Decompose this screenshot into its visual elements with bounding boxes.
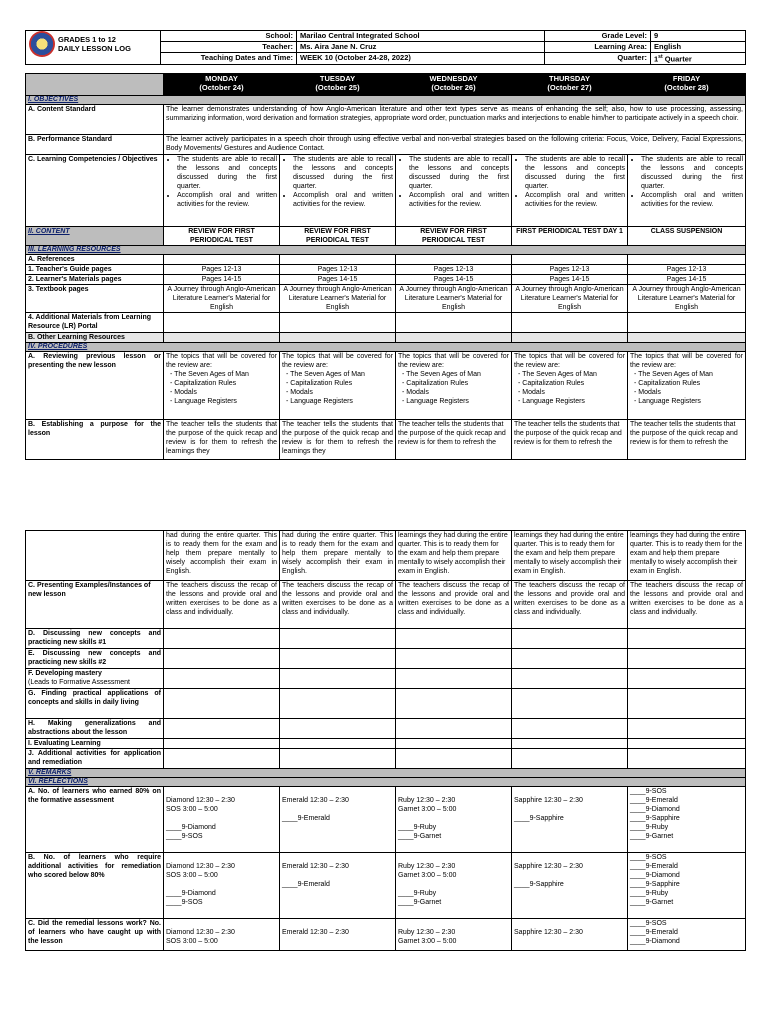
reflection-a-wednesday: Ruby 12:30 – 2:30 Garnet 3:00 – 5:00 ____9-Ruby ____9-Garnet: [396, 787, 512, 853]
header-table: [25, 30, 746, 65]
content-thursday: FIRST PERIODICAL TEST DAY 1: [512, 226, 628, 245]
teachers-guide-label: 1. Teacher's Guide pages: [26, 264, 164, 274]
additional-activities-label: J. Additional activities for application and remediation: [26, 749, 164, 769]
purpose-label: B. Establishing a purpose for the lesson: [26, 419, 164, 459]
reviewing-wednesday: The topics that will be covered for the review are: - The Seven Ages of Man - Capitalization Rules - Modals - Language Registers: [396, 351, 512, 419]
day-header-tuesday: TUESDAY (October 25): [280, 73, 396, 95]
teacher-label: Teacher:: [161, 42, 297, 53]
competencies-monday: • The students are able to recall the lessons and concepts discussed during the first quarter. • Accomplish oral and written activities for the review.: [164, 154, 280, 226]
developing-mastery-label: F. Developing mastery (Leads to Formative Assessment: [26, 669, 164, 689]
section-remarks: V. REMARKS: [26, 769, 746, 778]
content-standard-text: The learner demonstrates understanding of how Anglo-American literature and other text types serve as means of enhancing the self; also, how to use processing, assessing, summarizing information, word derivation and formation strategies, appropriate word order, punctuation marks and interjections to enable him/her to participate actively in a speech choir.: [164, 104, 746, 134]
reflection-c-tuesday: Emerald 12:30 – 2:30: [280, 919, 396, 951]
presenting-thursday: The teachers discuss the recap of the lessons and provide oral and written exercises to be done as a class and individually.: [512, 581, 628, 629]
reflection-c-label: C. Did the remedial lessons work? No. of learners who have caught up with the lesson: [26, 919, 164, 951]
grade-value: 9: [651, 31, 746, 42]
purpose-thursday-part2: learnings they had during the entire quarter. This is to ready them for the exam and help them prepare mentally to wisely accomplish their exam in English.: [512, 531, 628, 581]
references-label: A. References: [26, 254, 164, 264]
competencies-thursday: • The students are able to recall the lessons and concepts discussed during the first quarter. • Accomplish oral and written activities for the review.: [512, 154, 628, 226]
reflection-a-monday: Diamond 12:30 – 2:30 SOS 3:00 – 5:00 ____9-Diamond ____9-SOS: [164, 787, 280, 853]
purpose-tuesday-part1: The teacher tells the students that the purpose of the quick recap and review is for them to refresh the learnings they: [280, 419, 396, 459]
lm-pages-friday: Pages 14-15: [628, 274, 746, 284]
section-reflections: VI. REFLECTIONS: [26, 778, 746, 787]
content-wednesday: REVIEW FOR FIRST PERIODICAL TEST: [396, 226, 512, 245]
textbook-thursday: A Journey through Anglo-American Literature Learner's Material for English: [512, 284, 628, 312]
discussing-2-label: E. Discussing new concepts and practicing new skills #2: [26, 649, 164, 669]
content-standard-label: A. Content Standard: [26, 104, 164, 134]
tg-pages-friday: Pages 12-13: [628, 264, 746, 274]
tg-pages-thursday: Pages 12-13: [512, 264, 628, 274]
purpose-friday-part2: learnings they had during the entire quarter. This is to ready them for the exam and help them prepare mentally to wisely accomplish their exam in English.: [628, 531, 746, 581]
deped-seal-logo: [29, 31, 55, 57]
reflection-c-wednesday: Ruby 12:30 – 2:30 Garnet 3:00 – 5:00: [396, 919, 512, 951]
content-friday: CLASS SUSPENSION: [628, 226, 746, 245]
lm-pages-wednesday: Pages 14-15: [396, 274, 512, 284]
area-label: Learning Area:: [545, 42, 651, 53]
quarter-word: Quarter: [662, 54, 692, 64]
content-monday: REVIEW FOR FIRST PERIODICAL TEST: [164, 226, 280, 245]
program-line1: GRADES 1 to 12: [58, 35, 116, 44]
purpose-monday-part1: The teacher tells the students that the purpose of the quick recap and review is for them to refresh the learnings they: [164, 419, 280, 459]
quarter-number: 1: [654, 54, 659, 64]
header-logo-cell: [26, 31, 161, 65]
evaluating-label: I. Evaluating Learning: [26, 739, 164, 749]
competencies-tuesday: • The students are able to recall the lessons and concepts discussed during the first quarter. • Accomplish oral and written activities for the review.: [280, 154, 396, 226]
purpose-wednesday-part2: learnings they had during the entire quarter. This is to ready them for the exam and help them prepare mentally to wisely accomplish their exam in English.: [396, 531, 512, 581]
teacher-value: Ms. Aira Jane N. Cruz: [297, 42, 545, 53]
quarter-sup: st: [658, 54, 663, 60]
tg-pages-tuesday: Pages 12-13: [280, 264, 396, 274]
reviewing-friday: The topics that will be covered for the review are: - The Seven Ages of Man - Capitalization Rules - Modals - Language Registers: [628, 351, 746, 419]
purpose-thursday-part1: The teacher tells the students that the purpose of the quick recap and review is for them to refresh the: [512, 419, 628, 459]
quarter-value: [651, 53, 746, 65]
presenting-monday: The teachers discuss the recap of the lessons and provide oral and written exercises to be done as a class and individually.: [164, 581, 280, 629]
discussing-1-label: D. Discussing new concepts and practicing new skills #1: [26, 629, 164, 649]
reflection-c-monday: Diamond 12:30 – 2:30 SOS 3:00 – 5:00: [164, 919, 280, 951]
reviewing-tuesday: The topics that will be covered for the review are: - The Seven Ages of Man - Capitalization Rules - Modals - Language Registers: [280, 351, 396, 419]
dates-value: WEEK 10 (October 24-28, 2022): [297, 53, 545, 65]
day-header-thursday: THURSDAY (October 27): [512, 73, 628, 95]
content-tuesday: REVIEW FOR FIRST PERIODICAL TEST: [280, 226, 396, 245]
reflection-b-friday: ____9-SOS ____9-Emerald ____9-Diamond ____9-Sapphire ____9-Ruby ____9-Garnet: [628, 853, 746, 919]
school-value: Marilao Central Integrated School: [297, 31, 545, 42]
other-resources-label: B. Other Learning Resources: [26, 332, 164, 342]
additional-materials-label: 4. Additional Materials from Learning Resource (LR) Portal: [26, 312, 164, 332]
section-content: II. CONTENT: [26, 226, 164, 245]
textbook-friday: A Journey through Anglo-American Literature Learner's Material for English: [628, 284, 746, 312]
presenting-tuesday: The teachers discuss the recap of the lessons and provide oral and written exercises to be done as a class and individually.: [280, 581, 396, 629]
section-objectives: I. OBJECTIVES: [26, 95, 746, 104]
lesson-log-page-2: [25, 530, 745, 951]
purpose-friday-part1: The teacher tells the students that the purpose of the quick recap and review is for them to refresh the: [628, 419, 746, 459]
program-line2: DAILY LESSON LOG: [58, 44, 131, 53]
purpose-tuesday-part2: had during the entire quarter. This is to ready them for the exam and help them prepare mentally to wisely accomplish their exam in English.: [280, 531, 396, 581]
section-resources: III. LEARNING RESOURCES: [26, 245, 746, 254]
presenting-friday: The teachers discuss the recap of the lessons and provide oral and written exercises to be done as a class and individually.: [628, 581, 746, 629]
reflection-b-monday: Diamond 12:30 – 2:30 SOS 3:00 – 5:00 ____9-Diamond ____9-SOS: [164, 853, 280, 919]
day-header-blank: [26, 73, 164, 95]
purpose-label-continued: [26, 531, 164, 581]
reflection-a-tuesday: Emerald 12:30 – 2:30 ____9-Emerald: [280, 787, 396, 853]
reflection-a-thursday: Sapphire 12:30 – 2:30 ____9-Sapphire: [512, 787, 628, 853]
reflection-b-thursday: Sapphire 12:30 – 2:30 ____9-Sapphire: [512, 853, 628, 919]
presenting-wednesday: The teachers discuss the recap of the lessons and provide oral and written exercises to be done as a class and individually.: [396, 581, 512, 629]
textbook-monday: A Journey through Anglo-American Literature Learner's Material for English: [164, 284, 280, 312]
dates-label: Teaching Dates and Time:: [161, 53, 297, 65]
reflection-b-tuesday: Emerald 12:30 – 2:30 ____9-Emerald: [280, 853, 396, 919]
purpose-monday-part2: had during the entire quarter. This is to ready them for the exam and help them prepare mentally to wisely accomplish their exam in English.: [164, 531, 280, 581]
performance-standard-label: B. Performance Standard: [26, 134, 164, 154]
reflection-a-friday: ____9-SOS ____9-Emerald ____9-Diamond ____9-Sapphire ____9-Ruby ____9-Garnet: [628, 787, 746, 853]
reflection-a-label: A. No. of learners who earned 80% on the formative assessment: [26, 787, 164, 853]
tg-pages-wednesday: Pages 12-13: [396, 264, 512, 274]
competencies-label: C. Learning Competencies / Objectives: [26, 154, 164, 226]
performance-standard-text: The learner actively participates in a speech choir through using effective verbal and non-verbal strategies based on the following criteria: Focus, Voice, Delivery, Facial Expressions, Body Movements/ Gestures and Audience Contact.: [164, 134, 746, 154]
competencies-wednesday: • The students are able to recall the lessons and concepts discussed during the first quarter. • Accomplish oral and written activities for the review.: [396, 154, 512, 226]
reviewing-monday: The topics that will be covered for the review are: - The Seven Ages of Man - Capitalization Rules - Modals - Language Registers: [164, 351, 280, 419]
day-header-monday: MONDAY (October 24): [164, 73, 280, 95]
day-header-wednesday: WEDNESDAY (October 26): [396, 73, 512, 95]
reflection-c-friday: ____9-SOS ____9-Emerald ____9-Diamond: [628, 919, 746, 951]
grade-label: Grade Level:: [545, 31, 651, 42]
competencies-friday: • The students are able to recall the lessons and concepts discussed during the first quarter. • Accomplish oral and written activities for the review.: [628, 154, 746, 226]
school-label: School:: [161, 31, 297, 42]
reviewing-lesson-label: A. Reviewing previous lesson or presenting the new lesson: [26, 351, 164, 419]
lm-pages-monday: Pages 14-15: [164, 274, 280, 284]
lm-pages-thursday: Pages 14-15: [512, 274, 628, 284]
reflection-b-label: B. No. of learners who require additional activities for remediation who scored below 80%: [26, 853, 164, 919]
reflection-c-thursday: Sapphire 12:30 – 2:30: [512, 919, 628, 951]
tg-pages-monday: Pages 12-13: [164, 264, 280, 274]
quarter-label: Quarter:: [545, 53, 651, 65]
textbook-tuesday: A Journey through Anglo-American Literature Learner's Material for English: [280, 284, 396, 312]
lm-pages-tuesday: Pages 14-15: [280, 274, 396, 284]
lesson-log-page-1: [25, 30, 745, 460]
presenting-examples-label: C. Presenting Examples/Instances of new lesson: [26, 581, 164, 629]
plan-table-1: [25, 73, 746, 460]
practical-applications-label: G. Finding practical applications of concepts and skills in daily living: [26, 689, 164, 719]
textbook-label: 3. Textbook pages: [26, 284, 164, 312]
generalizations-label: H. Making generalizations and abstractions about the lesson: [26, 719, 164, 739]
day-header-friday: FRIDAY (October 28): [628, 73, 746, 95]
learners-materials-label: 2. Learner's Materials pages: [26, 274, 164, 284]
reviewing-thursday: The topics that will be covered for the review are: - The Seven Ages of Man - Capitalization Rules - Modals - Language Registers: [512, 351, 628, 419]
area-value: English: [651, 42, 746, 53]
section-procedures: IV. PROCEDURES: [26, 342, 746, 351]
textbook-wednesday: A Journey through Anglo-American Literature Learner's Material for English: [396, 284, 512, 312]
reflection-b-wednesday: Ruby 12:30 – 2:30 Garnet 3:00 – 5:00 ____9-Ruby ____9-Garnet: [396, 853, 512, 919]
purpose-wednesday-part1: The teacher tells the students that the purpose of the quick recap and review is for them to refresh the: [396, 419, 512, 459]
plan-table-2: [25, 530, 746, 951]
